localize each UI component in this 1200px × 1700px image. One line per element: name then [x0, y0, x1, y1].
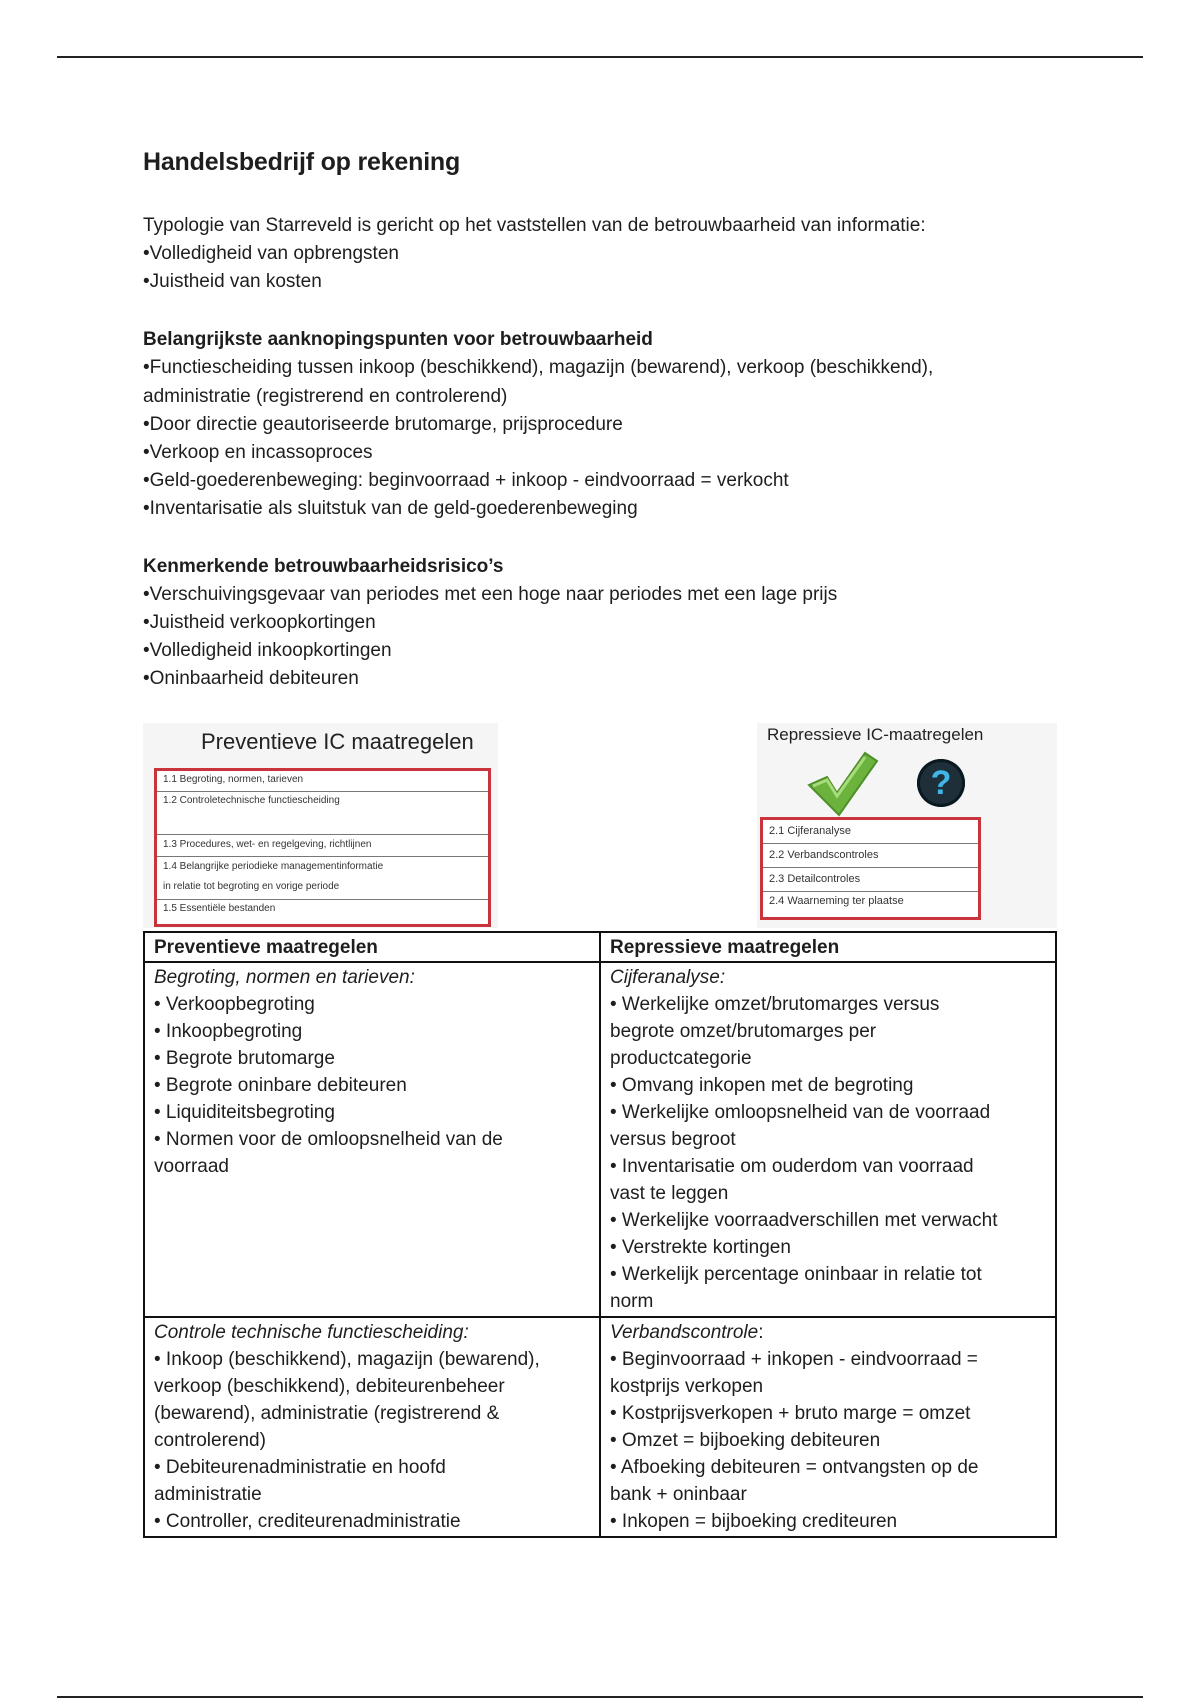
cell-line: begrote omzet/brutomarges per — [610, 1021, 877, 1042]
top-rule — [57, 56, 1143, 58]
list-item: • Door directie geautoriseerde brutomarge, prijsprocedure — [143, 411, 1063, 439]
cell-line: voorraad — [154, 1156, 229, 1177]
cell-subtitle-colon: : — [758, 1322, 764, 1343]
list-item: • Verkoop en incassoproces — [143, 439, 1063, 467]
cell-line: • Omvang inkopen met de begroting — [610, 1075, 914, 1096]
cell-subtitle: Begroting, normen en tarieven: — [154, 967, 415, 988]
cell-subtitle: Verbandscontrole — [610, 1322, 759, 1343]
cell-line: • Inkoopbegroting — [154, 1021, 303, 1042]
cell-line: • Controller, crediteurenadministratie — [154, 1511, 461, 1532]
list-item: • Oninbaarheid debiteuren — [143, 665, 1063, 693]
figures-row — [143, 723, 1063, 928]
cell-budget — [144, 962, 600, 1317]
intro-text: Typologie van Starreveld is gericht op het vaststellen van de betrouwbaarheid van informatie: — [143, 215, 926, 236]
cell-line: • Inkoop (beschikkend), magazijn (bewarend), — [154, 1349, 540, 1370]
cell-line: • Werkelijk percentage oninbaar in relatie tot — [610, 1264, 982, 1285]
box-row: 2.3 Detailcontroles — [763, 868, 978, 892]
reliability-list-cont — [143, 411, 1063, 523]
cell-line: vast te leggen — [610, 1183, 729, 1204]
section-heading-reliability: Belangrijkste aanknopingspunten voor betrouwbaarheid — [143, 329, 653, 350]
reliability-list — [143, 354, 1063, 382]
preventive-box — [154, 768, 491, 927]
box-row-double — [157, 857, 488, 900]
box-row-line: in relatie tot begroting en vorige periode — [163, 881, 340, 892]
cell-line: controlerend) — [154, 1430, 266, 1451]
cell-line: (bewarend), administratie (registrerend & — [154, 1403, 500, 1424]
list-continuation: administratie (registrerend en controlerend) — [143, 386, 508, 407]
list-item: • Volledigheid van opbrengsten — [143, 240, 1063, 268]
list-item: • Geld-goederenbeweging: beginvoorraad + inkoop - eindvoorraad = verkocht — [143, 467, 1063, 495]
repressive-figure — [757, 723, 1057, 928]
header-preventive: Preventieve maatregelen — [144, 932, 600, 962]
box-row: 2.1 Cijferanalyse — [763, 820, 978, 844]
intro-list — [143, 240, 1063, 296]
cell-line: • Werkelijke voorraadverschillen met verwacht — [610, 1210, 998, 1231]
cell-line: • Afboeking debiteuren = ontvangsten op de — [610, 1457, 979, 1478]
box-row: 2.2 Verbandscontroles — [763, 844, 978, 868]
cell-line: • Inventarisatie om ouderdom van voorraad — [610, 1156, 974, 1177]
cell-line: • Verkoopbegroting — [154, 994, 315, 1015]
cell-line: verkoop (beschikkend), debiteurenbeheer — [154, 1376, 505, 1397]
preventive-figure-title: Preventieve IC maatregelen — [201, 729, 474, 754]
cell-line: bank + oninbaar — [610, 1484, 747, 1505]
cell-line: • Werkelijke omzet/brutomarges versus — [610, 994, 940, 1015]
cell-line: versus begroot — [610, 1129, 736, 1150]
table-header-row — [144, 932, 1056, 962]
question-mark-icon: ? — [917, 759, 965, 807]
list-item: • Juistheid verkoopkortingen — [143, 609, 1063, 637]
cell-line: • Kostprijsverkopen + bruto marge = omzet — [610, 1403, 971, 1424]
cell-subtitle: Cijferanalyse: — [610, 967, 726, 988]
section-heading-risks: Kenmerkende betrouwbaarheidsrisico’s — [143, 556, 504, 577]
box-row: 2.4 Waarneming ter plaatse — [769, 895, 904, 907]
cell-line: • Verstrekte kortingen — [610, 1237, 791, 1258]
checkmark-icon — [805, 749, 879, 817]
cell-line: • Normen voor de omloopsnelheid van de — [154, 1129, 503, 1150]
cell-subtitle: Controle technische functiescheiding: — [154, 1322, 469, 1343]
list-item: • Juistheid van kosten — [143, 268, 1063, 296]
page-title: Handelsbedrijf op rekening — [143, 148, 461, 176]
repressive-box — [760, 817, 981, 920]
page-content — [143, 138, 1063, 1538]
list-item: • Verschuivingsgevaar van periodes met een hoge naar periodes met een lage prijs — [143, 581, 1063, 609]
list-item: • Functiescheiding tussen inkoop (beschikkend), magazijn (bewarend), verkoop (beschikkend), — [143, 354, 1063, 382]
cell-line: • Beginvoorraad + inkopen - eindvoorraad = — [610, 1349, 978, 1370]
box-row: 1.1 Begroting, normen, tarieven — [157, 771, 488, 792]
cell-figure-analysis — [600, 962, 1056, 1317]
cell-line: • Werkelijke omloopsnelheid van de voorraad — [610, 1102, 991, 1123]
cell-line: administratie — [154, 1484, 262, 1505]
cell-line: productcategorie — [610, 1048, 752, 1069]
bottom-rule — [57, 1696, 1143, 1698]
cell-line: norm — [610, 1291, 654, 1312]
list-item: • Inventarisatie als sluitstuk van de geld-goederenbeweging — [143, 495, 1063, 523]
box-row: 1.5 Essentiële bestanden — [163, 903, 276, 914]
cell-line: kostprijs verkopen — [610, 1376, 764, 1397]
cell-line: • Debiteurenadministratie en hoofd — [154, 1457, 446, 1478]
cell-segregation — [144, 1317, 600, 1537]
cell-subtitle-wrap — [610, 1319, 1046, 1346]
cell-line: • Omzet = bijboeking debiteuren — [610, 1430, 881, 1451]
table-row — [144, 962, 1056, 1317]
risks-list — [143, 581, 1063, 693]
box-row: 1.3 Procedures, wet- en regelgeving, richtlijnen — [157, 835, 488, 857]
preventive-figure — [143, 723, 498, 928]
cell-line: • Inkopen = bijboeking crediteuren — [610, 1511, 898, 1532]
cell-relation-checks — [600, 1317, 1056, 1537]
cell-line: • Liquiditeitsbegroting — [154, 1102, 335, 1123]
box-row: 1.2 Controletechnische functiescheiding — [157, 792, 488, 835]
box-row-line: 1.4 Belangrijke periodieke managementinformatie — [163, 861, 384, 872]
cell-line: • Begrote oninbare debiteuren — [154, 1075, 407, 1096]
repressive-figure-title: Repressieve IC-maatregelen — [767, 725, 984, 744]
header-repressive: Repressieve maatregelen — [600, 932, 1056, 962]
table-row — [144, 1317, 1056, 1537]
measures-table — [143, 931, 1057, 1538]
cell-line: • Begrote brutomarge — [154, 1048, 335, 1069]
list-item: • Volledigheid inkoopkortingen — [143, 637, 1063, 665]
